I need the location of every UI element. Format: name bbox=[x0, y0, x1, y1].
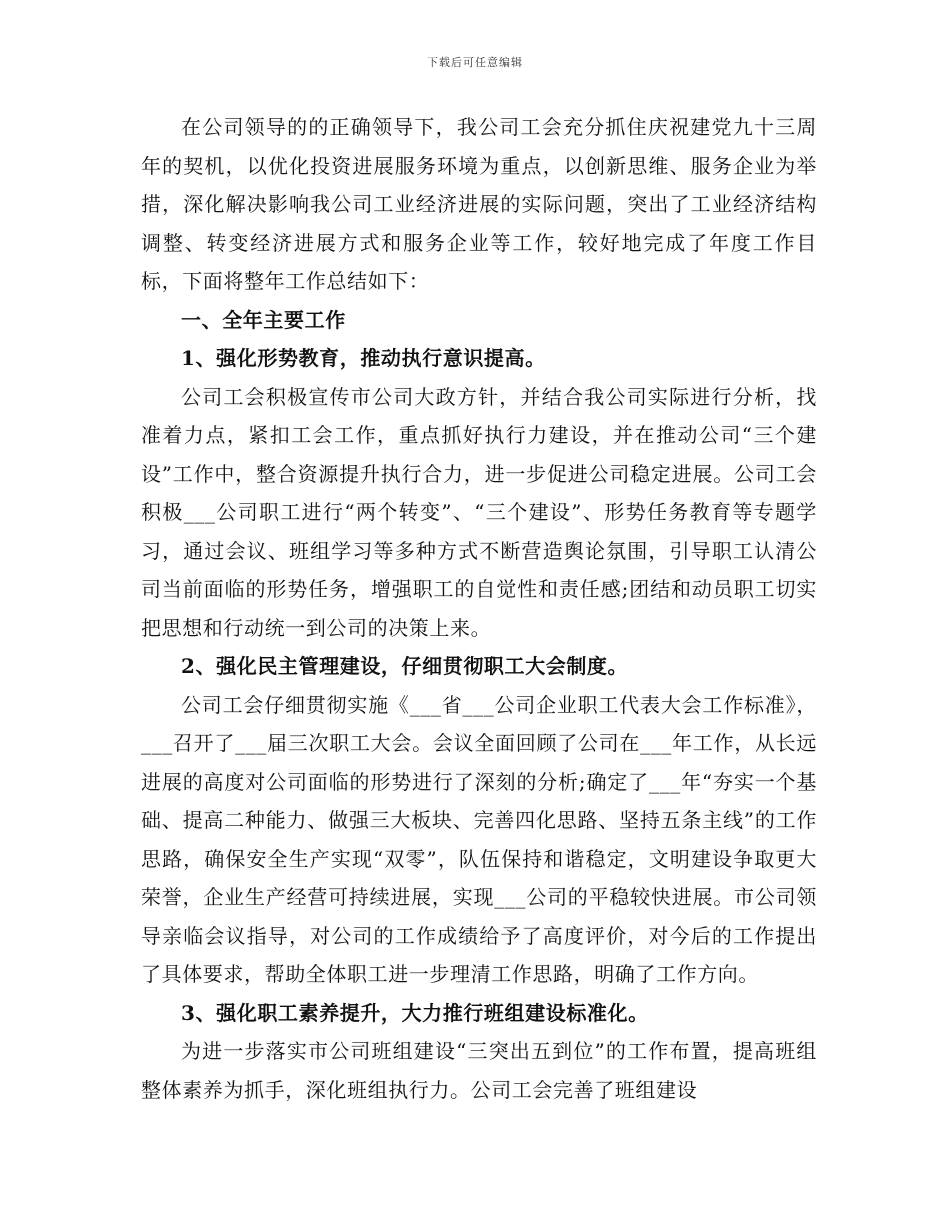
document-body bbox=[141, 108, 817, 1109]
item-heading-3: 3、强化职工素养提升，大力推行班组建设标准化。 bbox=[181, 1000, 649, 1025]
item-paragraph-1: 公司工会积极宣传市公司大政方针，并结合我公司实际进行分析，找准着力点，紧扣工会工作，重点抓好执行力建设，并在推动公司“三个建设”工作中，整合资源提升执行合力，进一步促进公司稳定进展。公司工会积极___公司职工进行“两个转变”、“三个建设”、形势任务教育等专题学习，通过会议、班组学习等多种方式不断营造舆论氛围，引导职工认清公司当前面临的形势任务，增强职工的自觉性和责任感;团结和动员职工切实把思想和行动统一到公司的决策上来。 bbox=[141, 384, 817, 640]
item-heading-2: 2、强化民主管理建设，仔细贯彻职工大会制度。 bbox=[181, 654, 629, 678]
page-header: 下载后可任意编辑 bbox=[427, 56, 523, 69]
intro-paragraph: 在公司领导的的正确领导下，我公司工会充分抓住庆祝建党九十三周年的契机，以优化投资进展服务环境为重点，以创新思维、服务企业为举措，深化解决影响我公司工业经济进展的实际问题，突出了工业经济结构调整、转变经济进展方式和服务企业等工作，较好地完成了年度工作目标，下面将整年工作总结如下： bbox=[141, 115, 817, 293]
item-paragraph-2: 公司工会仔细贯彻实施《___省___公司企业职工代表大会工作标准》，___召开了___届三次职工大会。会议全面回顾了公司在___年工作，从长远进展的高度对公司面临的形势进行了深刻的分析;确定了___年“夯实一个基础、提高二种能力、做强三大板块、完善四化思路、坚持五条主线”的工作思路，确保安全生产实现“双零”，队伍保持和谐稳定，文明建设争取更大荣誉，企业生产经营可持续进展，实现___公司的平稳较快进展。市公司领导亲临会议指导，对公司的工作成绩给予了高度评价，对今后的工作提出了具体要求，帮助全体职工进一步理清工作思路，明确了工作方向。 bbox=[141, 692, 817, 986]
section-heading: 一、全年主要工作 bbox=[181, 307, 346, 332]
item-paragraph-3: 为进一步落实市公司班组建设“三突出五到位”的工作布置，提高班组整体素养为抓手，深化班组执行力。公司工会完善了班组建设 bbox=[141, 1039, 817, 1102]
item-heading-1: 1、强化形势教育，推动执行意识提高。 bbox=[181, 346, 546, 370]
